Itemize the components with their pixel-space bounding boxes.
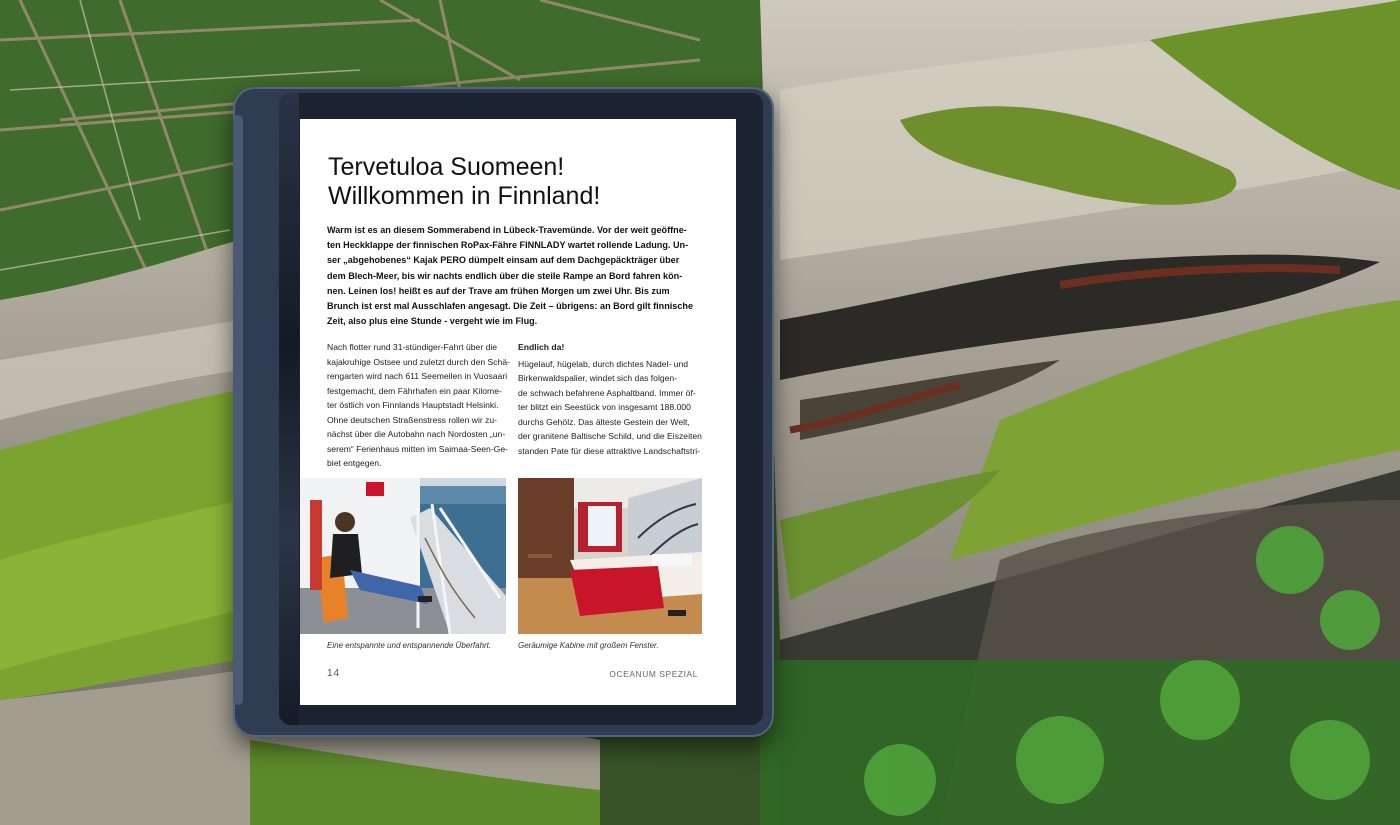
body-column-left	[327, 340, 510, 471]
lead-line: ser „abgehobenes“ Kajak PERO dümpelt einsam auf dem Dachgepäckträger über	[327, 255, 680, 266]
body-line: de schwach befahrene Asphaltband. Immer öf-	[518, 387, 696, 398]
body-line: Hügelauf, hügelab, durch dichtes Nadel- und	[518, 358, 689, 369]
body-line: festgemacht, dem Fährhafen ein paar Kilome-	[327, 385, 502, 396]
body-line: nächst über die Autobahn nach Nordosten „un-	[327, 429, 506, 439]
body-line: kajakruhige Ostsee und zuletzt durch den Schä-	[327, 356, 510, 367]
body-line: rengarten wird nach 611 Seemeilen in Vuosaari	[327, 371, 508, 381]
body-line: Birkenwaldspalier, windet sich das folgen-	[518, 373, 678, 383]
section-heading: Endlich da!	[518, 342, 565, 352]
body-line: standen Pate für diese attraktive Landschaftstri-	[518, 445, 701, 456]
ship-cabin-photo	[518, 478, 702, 634]
body-line: serem“ Ferienhaus mitten im Saimaa-Seen-Ge-	[327, 443, 509, 454]
article-lead	[327, 223, 711, 329]
magazine-page	[300, 119, 736, 705]
title-line: Tervetuloa Suomeen!	[328, 153, 565, 181]
lead-line: Brunch ist erst mal Ausschlafen angesagt. Die Zeit – übrigens: an Bord gilt finnische	[327, 301, 694, 312]
screen-reflection	[279, 93, 299, 725]
body-line: durchs Gehölz. Das älteste Gestein der Welt,	[518, 416, 690, 427]
lead-line: Zeit, also plus eine Stunde - vergeht wie im Flug.	[327, 316, 538, 327]
body-column-right	[518, 340, 702, 458]
title-line: Willkommen in Finnland!	[328, 182, 601, 210]
lead-line: dem Blech-Meer, bis wir nachts endlich über die steile Rampe an Bord fahren kön-	[327, 270, 683, 281]
body-line: Ohne deutschen Straßenstress rollen wir zu-	[327, 414, 498, 425]
photo-caption-right: Geräumige Kabine mit großem Fenster.	[518, 641, 659, 650]
body-line: biet entgegen.	[327, 458, 382, 468]
running-footer: OCEANUM SPEZIAL	[609, 669, 698, 679]
tablet-side-edge	[233, 115, 243, 705]
page-number: 14	[327, 668, 341, 679]
photo-caption-left: Eine entspannte und entspannende Überfahrt.	[327, 641, 492, 650]
lead-line: Warm ist es an diesem Sommerabend in Lübeck-Travemünde. Vor der weit geöffne-	[327, 225, 687, 235]
lead-line: ten Heckklappe der finnischen RoPax-Fähre FINNLADY wartet rollende Ladung. Un-	[327, 240, 689, 251]
body-line: der granitene Baltische Schild, und die Eiszeiten	[518, 431, 702, 441]
body-line: ter blitzt ein Seestück von insgesamt 188.000	[518, 402, 691, 412]
ferry-deck-photo	[300, 478, 506, 634]
body-line: ter östlich von Finnlands Hauptstadt Helsinki.	[327, 400, 499, 410]
body-line: Nach flotter rund 31-stündiger-Fahrt über die	[327, 342, 498, 352]
lead-line: nen. Leinen los! heißt es auf der Trave am frühen Morgen um zwei Uhr. Bis zum	[327, 285, 670, 296]
article-title	[328, 153, 718, 211]
